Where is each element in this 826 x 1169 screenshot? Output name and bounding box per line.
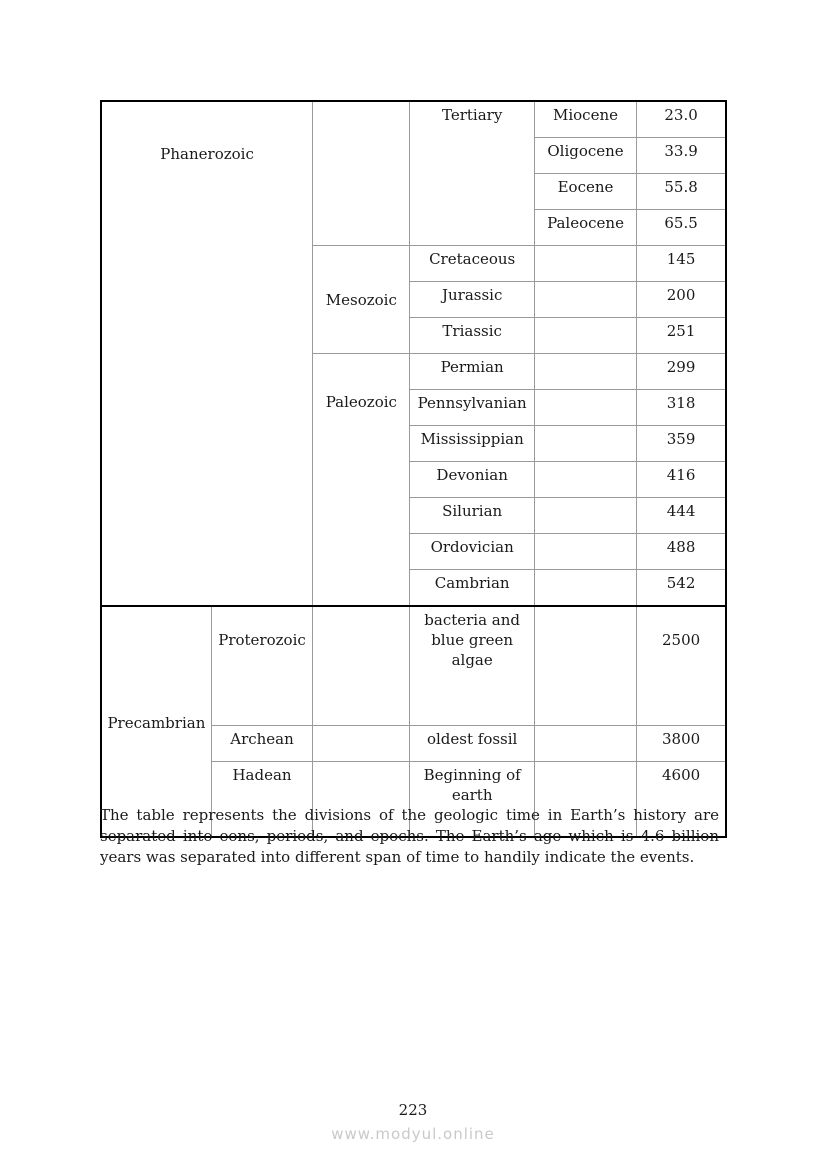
eon-cell: Precambrian [101, 606, 211, 837]
age-cell: 23.0 [637, 101, 726, 138]
epoch-cell [534, 390, 636, 426]
epoch-cell [534, 462, 636, 498]
period-cell: Jurassic [410, 282, 534, 318]
period-cell: Tertiary [410, 101, 534, 246]
age-cell: 55.8 [637, 174, 726, 210]
age-cell: 145 [637, 246, 726, 282]
geologic-time-table [100, 100, 727, 838]
era-blank-cell [313, 726, 410, 762]
era-cell: Paleozoic [313, 354, 410, 607]
epoch-cell [534, 426, 636, 462]
table-caption: The table represents the divisions of the geologic time in Earth’s history are separated into eons, periods, and epochs. The Earth’s age which is 4.6 billion years was separated into different span of time to handily indicate the events. [100, 806, 719, 866]
era-cell: Proterozoic [211, 606, 312, 726]
epoch-cell: Paleocene [534, 210, 636, 246]
age-cell: 251 [637, 318, 726, 354]
age-cell: 359 [637, 426, 726, 462]
period-cell: Triassic [410, 318, 534, 354]
era-cell [313, 101, 410, 246]
epoch-cell [534, 570, 636, 607]
period-cell: Devonian [410, 462, 534, 498]
epoch-cell [534, 318, 636, 354]
table-row [101, 101, 726, 138]
event-cell: Beginning of earth [410, 762, 534, 838]
age-cell: 33.9 [637, 138, 726, 174]
epoch-cell: Eocene [534, 174, 636, 210]
epoch-cell [534, 534, 636, 570]
era-cell: Archean [211, 726, 312, 762]
age-cell: 4600 [637, 762, 726, 838]
age-cell: 542 [637, 570, 726, 607]
age-cell: 3800 [637, 726, 726, 762]
epoch-cell: Oligocene [534, 138, 636, 174]
age-cell: 299 [637, 354, 726, 390]
epoch-cell: Miocene [534, 101, 636, 138]
age-cell: 200 [637, 282, 726, 318]
epoch-cell [534, 246, 636, 282]
event-cell: bacteria and blue green algae [410, 606, 534, 726]
era-cell: Mesozoic [313, 246, 410, 354]
eon-cell: Phanerozoic [101, 101, 313, 606]
period-cell: Cambrian [410, 570, 534, 607]
epoch-cell [534, 282, 636, 318]
epoch-cell [534, 354, 636, 390]
table-row [101, 606, 726, 726]
age-cell: 318 [637, 390, 726, 426]
age-cell: 65.5 [637, 210, 726, 246]
watermark-text: www.modyul.online [331, 1125, 495, 1143]
page-number: 223 [398, 1101, 428, 1119]
age-cell: 2500 [637, 606, 726, 726]
age-cell: 416 [637, 462, 726, 498]
period-cell: Permian [410, 354, 534, 390]
age-cell: 488 [637, 534, 726, 570]
epoch-cell [534, 726, 636, 762]
period-cell: Cretaceous [410, 246, 534, 282]
period-cell: Pennsylvanian [410, 390, 534, 426]
era-blank-cell [313, 606, 410, 726]
period-cell: Ordovician [410, 534, 534, 570]
era-cell: Hadean [211, 762, 312, 838]
event-cell: oldest fossil [410, 726, 534, 762]
period-cell: Silurian [410, 498, 534, 534]
epoch-cell [534, 498, 636, 534]
period-cell: Mississippian [410, 426, 534, 462]
epoch-cell [534, 606, 636, 726]
age-cell: 444 [637, 498, 726, 534]
